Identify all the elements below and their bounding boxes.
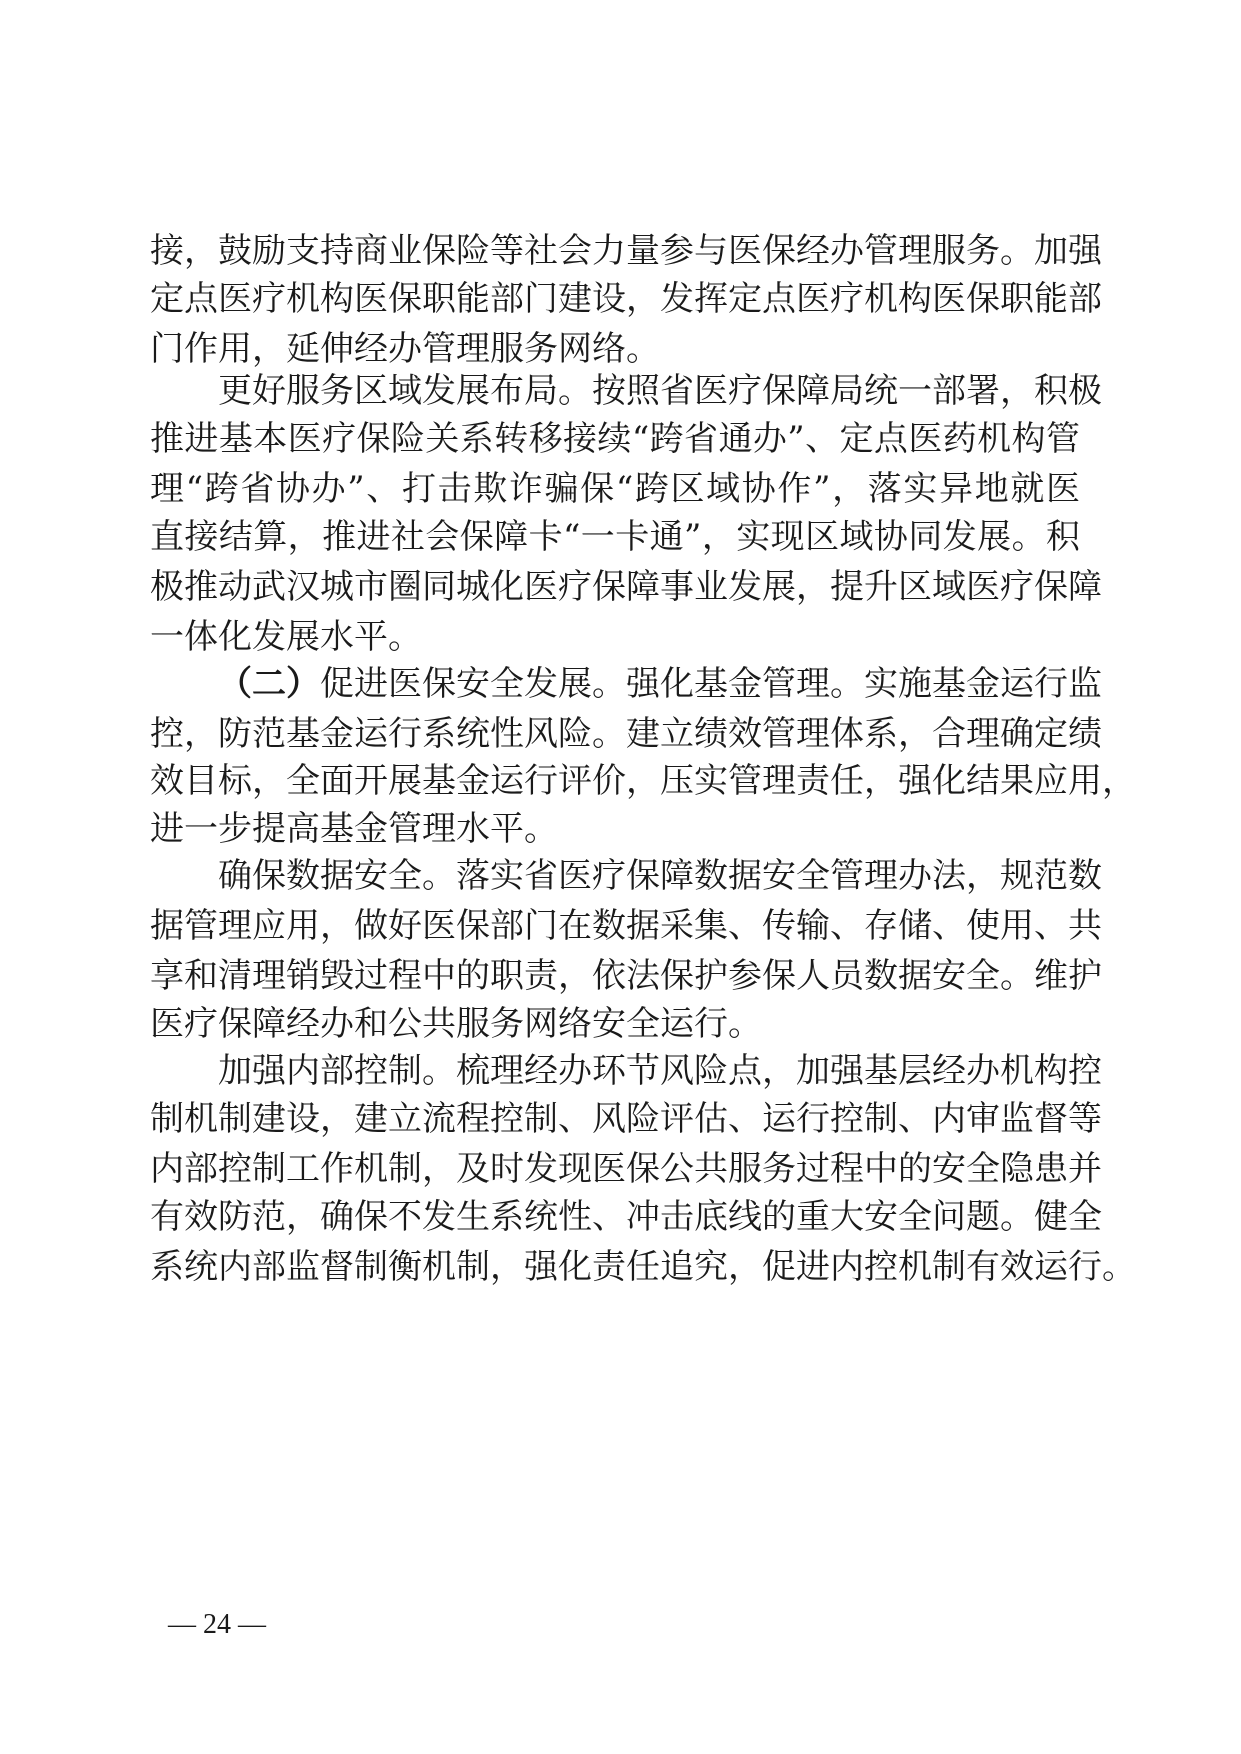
text-line: 据管理应用，做好医保部门在数据采集、传输、存储、使用、共 bbox=[150, 906, 1102, 946]
text-line: 享和清理销毁过程中的职责，依法保护参保人员数据安全。维护 bbox=[150, 956, 1102, 996]
section-marker: （二） bbox=[218, 664, 320, 704]
text-line: 接，鼓励支持商业保险等社会力量参与医保经办管理服务。加强 bbox=[150, 231, 1102, 271]
text-line: 内部控制工作机制，及时发现医保公共服务过程中的安全隐患并 bbox=[150, 1149, 1102, 1189]
text-line: 医疗保障经办和公共服务网络安全运行。 bbox=[150, 1004, 762, 1044]
text-line: 理“跨省协办”、打击欺诈骗保“跨区域协作”，落实异地就医 bbox=[150, 469, 1080, 509]
paragraph-first-line: 确保数据安全。落实省医疗保障数据安全管理办法，规范数 bbox=[218, 856, 1102, 896]
text-line: 定点医疗机构医保职能部门建设，发挥定点医疗机构医保职能部 bbox=[150, 279, 1102, 319]
text-line: 进一步提高基金管理水平。 bbox=[150, 809, 558, 849]
text-line: 系统内部监督制衡机制，强化责任追究，促进内控机制有效运行。 bbox=[150, 1247, 1136, 1287]
text-line: 效目标，全面开展基金运行评价，压实管理责任，强化结果应用， bbox=[150, 761, 1136, 801]
text-line: 一体化发展水平。 bbox=[150, 617, 422, 657]
page-number: — 24 — bbox=[168, 1609, 266, 1640]
text-line: 推进基本医疗保险关系转移接续“跨省通办”、定点医药机构管 bbox=[150, 419, 1080, 459]
section-heading-line bbox=[218, 660, 1102, 708]
text-line: 制机制建设，建立流程控制、风险评估、运行控制、内审监督等 bbox=[150, 1099, 1102, 1139]
text-line: 门作用，延伸经办管理服务网络。 bbox=[150, 329, 660, 369]
paragraph-first-line: 加强内部控制。梳理经办环节风险点，加强基层经办机构控 bbox=[218, 1051, 1102, 1091]
text-line: 极推动武汉城市圈同城化医疗保障事业发展，提升区域医疗保障 bbox=[150, 567, 1102, 607]
paragraph-first-line: 更好服务区域发展布局。按照省医疗保障局统一部署，积极 bbox=[218, 371, 1102, 411]
text-line: 有效防范，确保不发生系统性、冲击底线的重大安全问题。健全 bbox=[150, 1197, 1102, 1237]
section-heading-text: 促进医保安全发展。强化基金管理。实施基金运行监 bbox=[320, 664, 1102, 704]
text-line: 直接结算，推进社会保障卡“一卡通”，实现区域协同发展。积 bbox=[150, 517, 1080, 557]
text-line: 控，防范基金运行系统性风险。建立绩效管理体系，合理确定绩 bbox=[150, 714, 1102, 754]
